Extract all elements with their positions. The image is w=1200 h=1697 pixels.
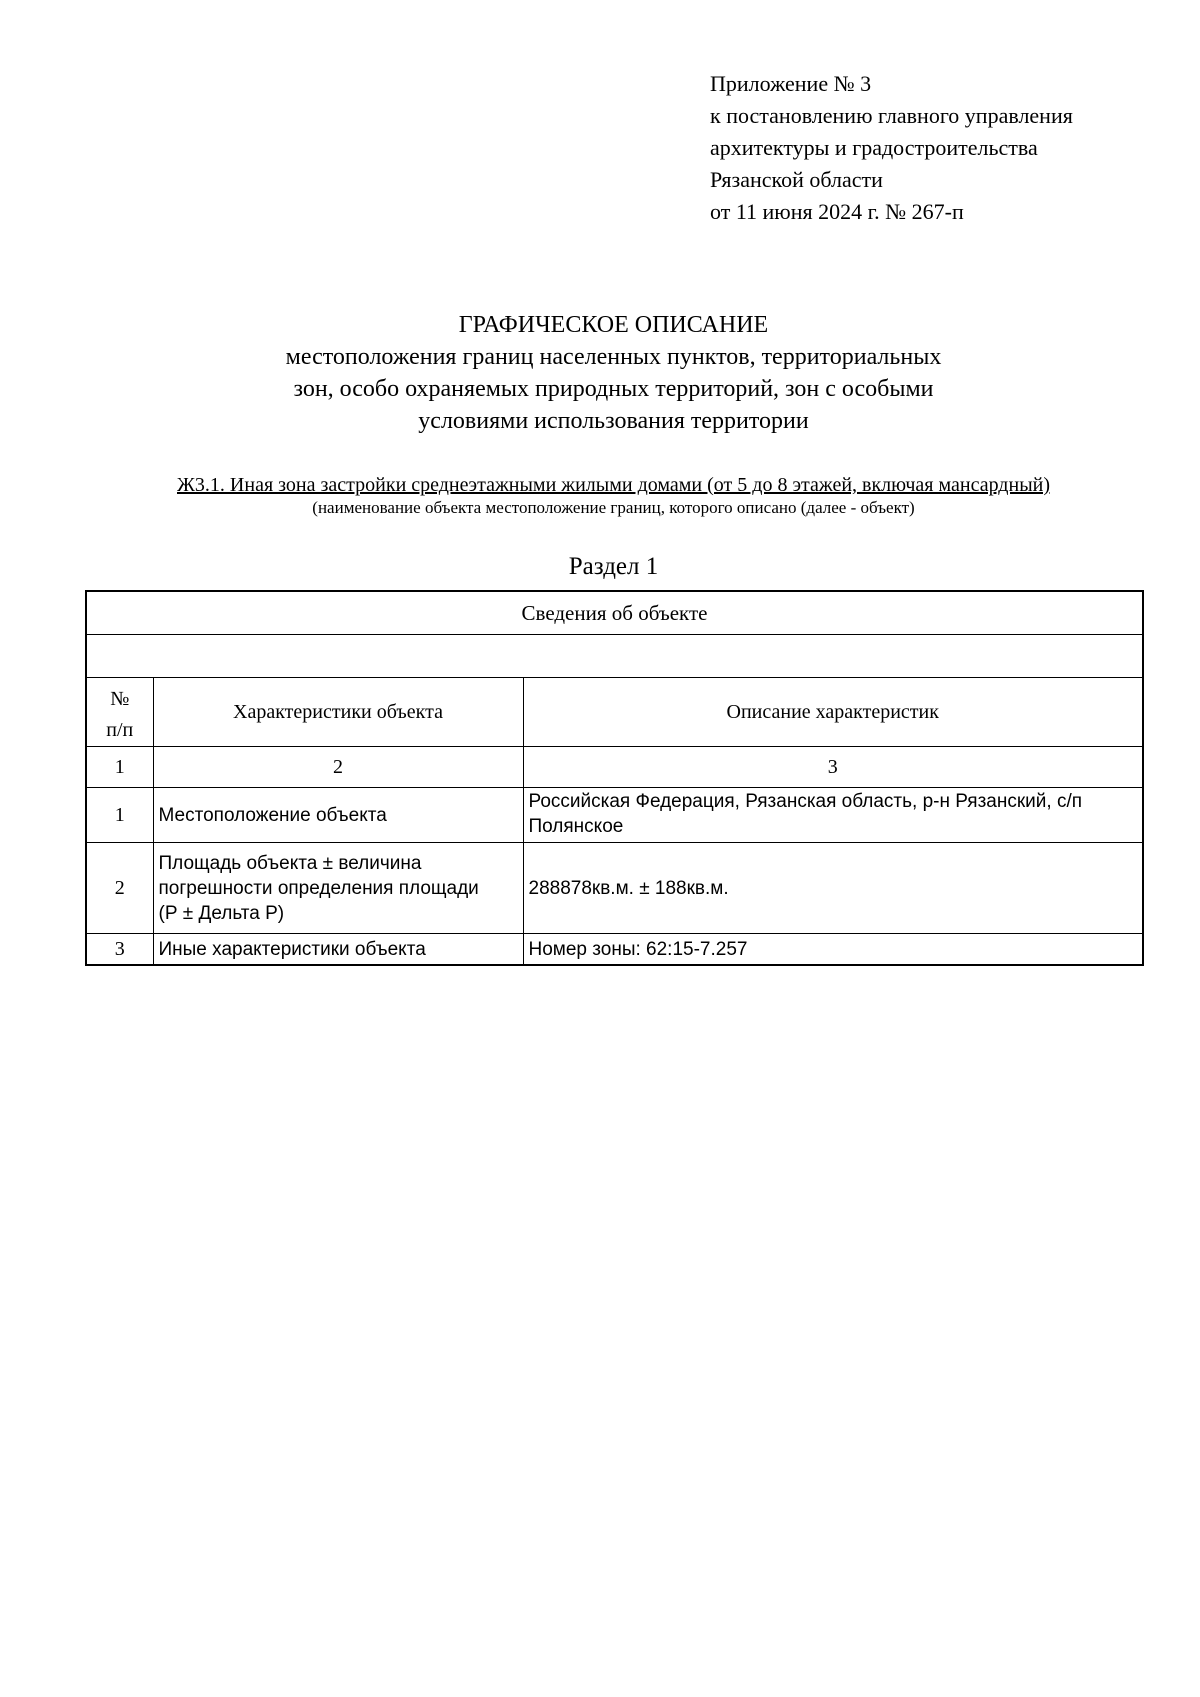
object-info-table [85, 590, 1144, 966]
row-characteristic [153, 843, 523, 934]
row-description-line: Российская Федерация, Рязанская область, р-н Рязанский, с/п [528, 791, 1083, 812]
row-number: 3 [86, 934, 153, 966]
row-number: 1 [86, 788, 153, 843]
title-line: местоположения границ населенных пунктов, территориальных [285, 344, 942, 370]
row-number: 2 [86, 843, 153, 934]
table-title-row [86, 591, 1143, 635]
table-row [86, 843, 1143, 934]
row-description-line: Полянское [528, 816, 624, 837]
title-line: зон, особо охраняемых природных территорий, зон с особыми [293, 376, 934, 402]
row-characteristic: Иные характеристики объекта [153, 934, 523, 966]
table-row [86, 934, 1143, 966]
row-characteristic-line: погрешности определения площади [158, 877, 479, 899]
appendix-line: архитектуры и градостроительства [710, 135, 1038, 160]
appendix-line: к постановлению главного управления [710, 103, 1073, 128]
document-title [0, 309, 1200, 437]
object-name-note: (наименование объекта местоположение границ, которого описано (далее - объект) [312, 498, 915, 517]
row-characteristic: Местоположение объекта [153, 788, 523, 843]
appendix-line: Рязанской области [710, 167, 883, 192]
title-heading: ГРАФИЧЕСКОЕ ОПИСАНИЕ [458, 312, 769, 338]
table-empty-cell [86, 635, 1143, 678]
row-description [523, 788, 1143, 843]
table-empty-row [86, 635, 1143, 678]
table-row [86, 788, 1143, 843]
row-description: 288878кв.м. ± 188кв.м. [523, 843, 1143, 934]
header-characteristics: Характеристики объекта [153, 678, 523, 747]
title-line: условиями использования территории [418, 408, 809, 434]
column-number-row [86, 747, 1143, 788]
appendix-line: Приложение № 3 [710, 71, 872, 96]
table-header-row [86, 678, 1143, 747]
column-number: 2 [153, 747, 523, 788]
row-characteristic-line: (Р ± Дельта Р) [158, 902, 285, 924]
header-num-line: п/п [106, 718, 134, 741]
appendix-line: от 11 июня 2024 г. № 267-п [710, 199, 964, 224]
header-num [86, 678, 153, 747]
appendix-block [710, 68, 1073, 228]
column-number: 3 [523, 747, 1143, 788]
row-description: Номер зоны: 62:15-7.257 [523, 934, 1143, 966]
header-description: Описание характеристик [523, 678, 1143, 747]
column-number: 1 [86, 747, 153, 788]
object-name: Ж3.1. Иная зона застройки среднеэтажными жилыми домами (от 5 до 8 этажей, включая мансардный) [177, 474, 1050, 496]
section-title: Раздел 1 [568, 553, 659, 580]
header-num-line: № [110, 687, 130, 710]
table-title: Сведения об объекте [86, 591, 1143, 635]
row-characteristic-line: Площадь объекта ± величина [158, 852, 422, 874]
